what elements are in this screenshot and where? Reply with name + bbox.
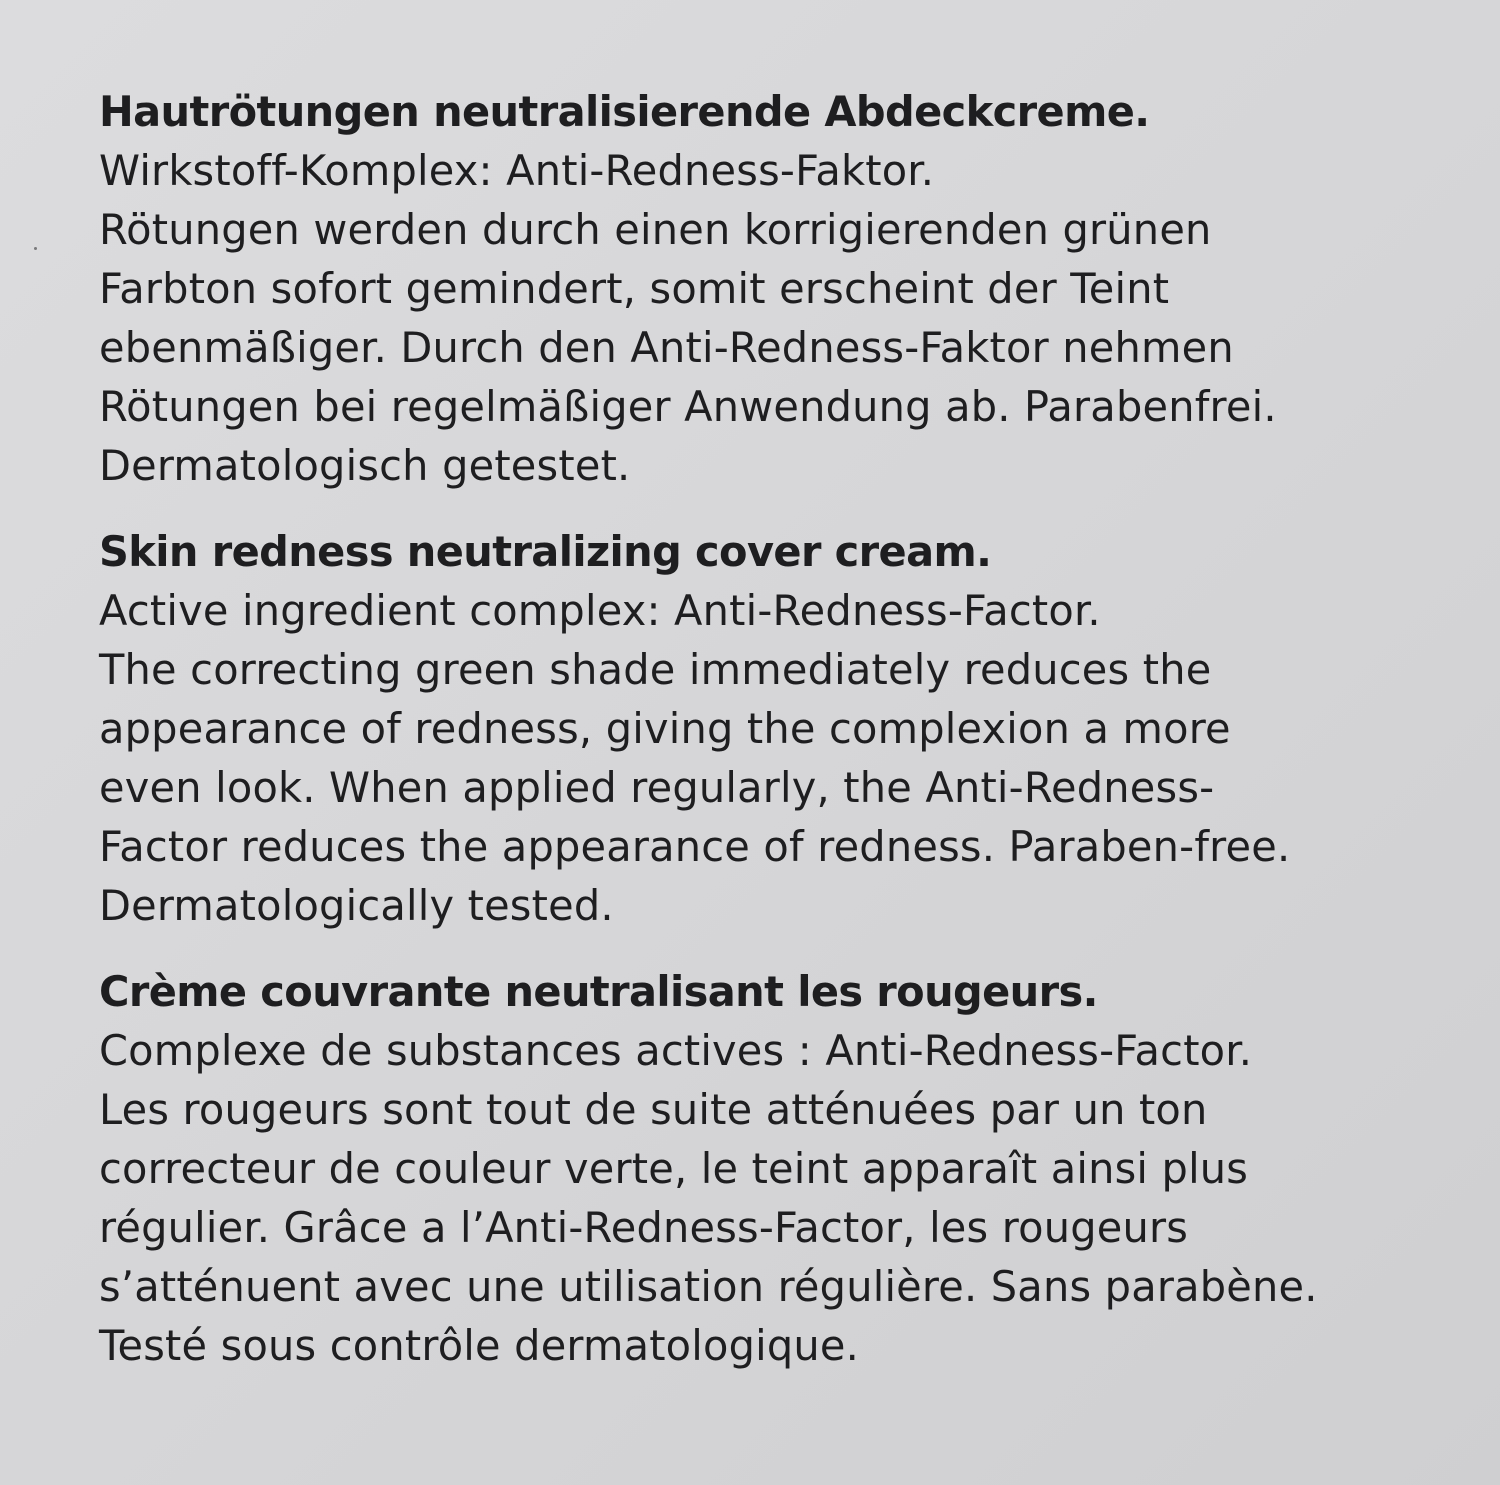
section-line: The correcting green shade immediately reduces the: [99, 645, 1212, 694]
section-line: Les rougeurs sont tout de suite atténuées par un ton: [99, 1085, 1208, 1134]
section-line: régulier. Grâce a l’Anti-Redness-Factor, les rougeurs: [99, 1203, 1189, 1252]
section-line: Dermatologisch getestet.: [99, 441, 631, 490]
section-french: [99, 962, 1459, 1375]
section-line: Complexe de substances actives : Anti-Redness-Factor.: [99, 1026, 1253, 1075]
section-line: ebenmäßiger. Durch den Anti-Redness-Faktor nehmen: [99, 323, 1234, 372]
section-line: appearance of redness, giving the complexion a more: [99, 704, 1231, 753]
section-heading: Crème couvrante neutralisant les rougeurs.: [99, 967, 1098, 1016]
section-line: Factor reduces the appearance of redness. Paraben-free.: [99, 822, 1291, 871]
section-heading: Skin redness neutralizing cover cream.: [99, 527, 992, 576]
section-line: s’atténuent avec une utilisation régulière. Sans parabène.: [99, 1262, 1318, 1311]
section-line: Farbton sofort gemindert, somit erscheint der Teint: [99, 264, 1170, 313]
section-heading: Hautrötungen neutralisierende Abdeckcreme.: [99, 87, 1150, 136]
section-line: Rötungen bei regelmäßiger Anwendung ab. Parabenfrei.: [99, 382, 1277, 431]
section-line: Dermatologically tested.: [99, 881, 614, 930]
dust-speck: [34, 247, 37, 250]
section-line: Rötungen werden durch einen korrigierenden grünen: [99, 205, 1212, 254]
section-line: Testé sous contrôle dermatologique.: [99, 1321, 860, 1370]
section-line: Wirkstoff-Komplex: Anti-Redness-Faktor.: [99, 146, 935, 195]
section-line: correcteur de couleur verte, le teint apparaît ainsi plus: [99, 1144, 1249, 1193]
section-english: [99, 522, 1459, 935]
section-line: Active ingredient complex: Anti-Redness-Factor.: [99, 586, 1101, 635]
section-german: [99, 82, 1459, 495]
section-line: even look. When applied regularly, the Anti-Redness-: [99, 763, 1215, 812]
